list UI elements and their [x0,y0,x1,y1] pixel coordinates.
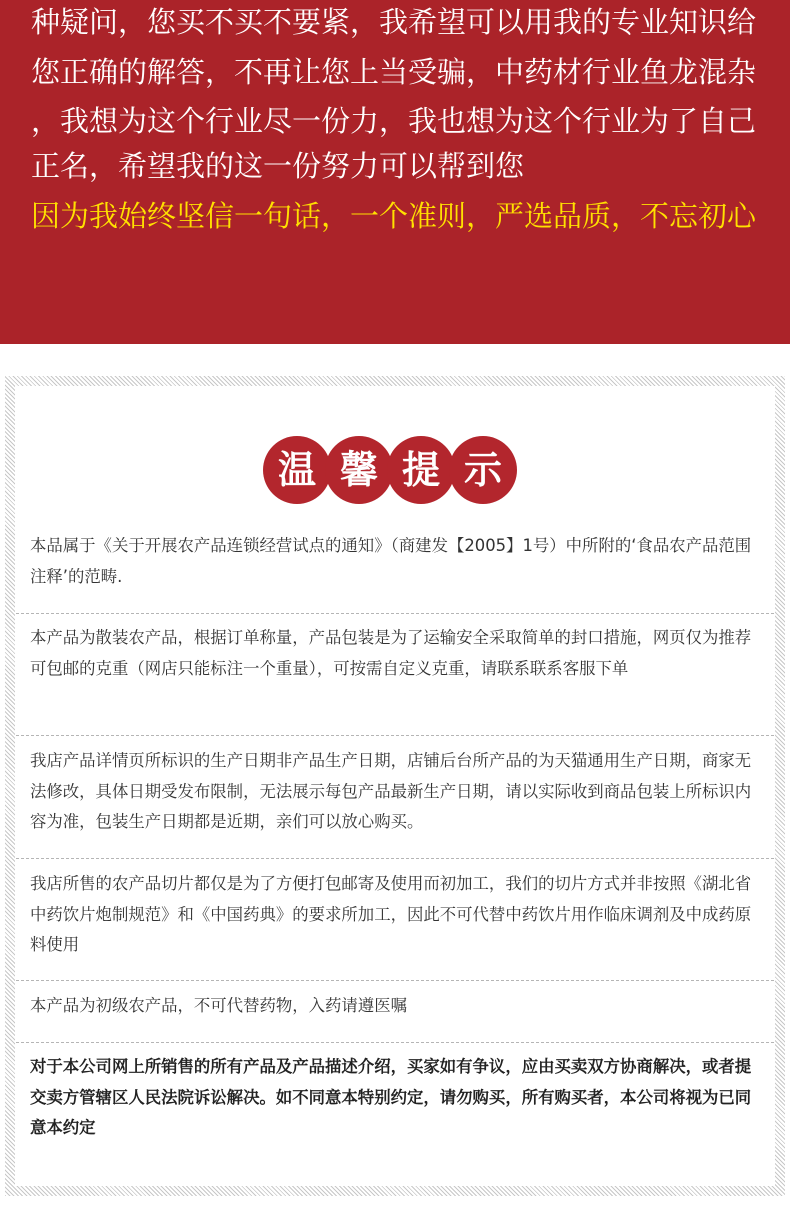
notice-paragraph-packaging: 本产品为散装农产品，根据订单称量，产品包装是为了运输安全采取简单的封口措施，网页仅为推荐可包邮的克重（网店只能标注一个重量），可按需自定义克重，请联系联系客服下单 [30,628,752,678]
banner-text-line: ，我想为这个行业尽一份力，我也想为这个行业为了自己 [31,104,757,138]
notice-paragraph-production-date: 我店产品详情页所标识的生产日期非产品生产日期，店铺后台所产品的为天猫通用生产日期，商家无法修改，具体日期受发布限制，无法展示每包产品最新生产日期，请以实际收到商品包装上所标识内容为准，包装生产日期都是近期，亲们可以放心购买。 [30,751,752,831]
tips-title [263,436,527,504]
title-circle-char: 提 [387,436,455,504]
banner-text-line: 正名，希望我的这一份努力可以帮到您 [31,149,525,183]
banner-slogan: 因为我始终坚信一句话，一个准则，严选品质，不忘初心 [31,199,757,233]
notice-paragraph-slicing: 我店所售的农产品切片都仅是为了方便打包邮寄及使用而初加工，我们的切片方式并非按照《湖北省中药饮片炮制规范》和《中国药典》的要求所加工，因此不可代替中药饮片用作临床调剂及中成药原料使用 [30,874,752,954]
dashed-divider [16,858,774,859]
dashed-divider [16,1042,774,1043]
dashed-divider [16,735,774,736]
banner-text-line: 您正确的解答，不再让您上当受骗，中药材行业鱼龙混杂 [31,55,757,89]
title-circle-char: 馨 [325,436,393,504]
red-intro-banner [0,0,790,344]
notice-paragraph-dispute: 对于本公司网上所销售的所有产品及产品描述介绍，买家如有争议，应由买卖双方协商解决，或者提交卖方管辖区人民法院诉讼解决。如不同意本特别约定，请勿购买，所有购买者，本公司将视为已同意本约定 [30,1057,752,1137]
notice-paragraph-scope: 本品属于《关于开展农产品连锁经营试点的通知》（商建发【2005】1号）中所附的‘食品农产品范围注释’的范畴. [30,536,752,586]
title-circle-char: 示 [449,436,517,504]
notice-paragraph-medical: 本产品为初级农产品，不可代替药物，入药请遵医嘱 [30,996,407,1015]
banner-text-line: 种疑问，您买不买不要紧，我希望可以用我的专业知识给 [31,5,757,39]
dashed-divider [16,980,774,981]
dashed-divider [16,613,774,614]
tips-frame-border [5,376,785,1196]
title-circle-char: 温 [263,436,331,504]
tips-panel [15,386,775,1186]
